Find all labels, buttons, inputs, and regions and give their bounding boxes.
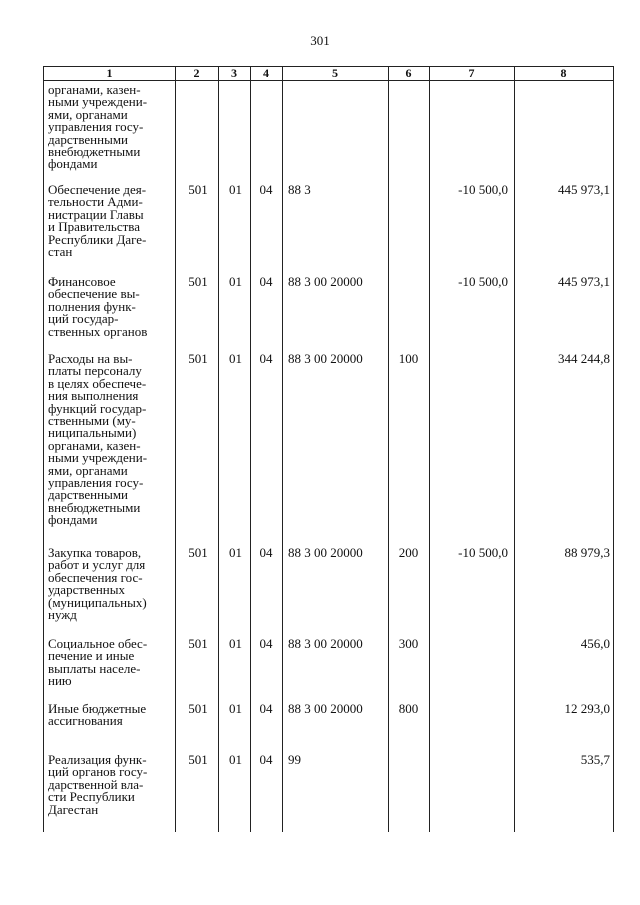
row-name-line: в целях обеспече- bbox=[48, 375, 147, 391]
row-name-line: органами, казен- bbox=[48, 437, 141, 453]
row-name-line: дарственными bbox=[48, 487, 128, 503]
row-name-line: ударственных bbox=[48, 582, 125, 598]
row-name-line: ций государ- bbox=[48, 311, 119, 327]
cell-section: 01 bbox=[229, 636, 242, 651]
header-col-5: 5 bbox=[332, 66, 338, 80]
column-divider bbox=[218, 66, 219, 832]
row-name-line: ями, органами bbox=[48, 462, 128, 478]
row-name-line: ственными (му- bbox=[48, 413, 136, 429]
cell-section: 01 bbox=[229, 545, 242, 560]
row-name-line: платы персоналу bbox=[48, 363, 142, 379]
header-col-1: 1 bbox=[106, 66, 113, 80]
cell-change-amount: -10 500,0 bbox=[458, 545, 508, 560]
row-name-line: Обеспечение дея- bbox=[48, 182, 147, 197]
cell-target-article: 88 3 bbox=[288, 182, 311, 197]
row-name-line: органами, казен- bbox=[48, 82, 141, 97]
cell-subsection: 04 bbox=[259, 701, 273, 716]
cell-subsection: 04 bbox=[259, 545, 273, 560]
row-name bbox=[48, 353, 174, 527]
column-divider bbox=[175, 66, 176, 832]
row-name-line: Республики Даге- bbox=[48, 231, 147, 247]
cell-total-amount: 12 293,0 bbox=[564, 701, 610, 716]
cell-expense-type: 200 bbox=[398, 545, 419, 560]
cell-subsection: 04 bbox=[259, 636, 273, 651]
cell-total-amount: 445 973,1 bbox=[558, 274, 610, 289]
cell-ministry: 501 bbox=[188, 752, 208, 767]
row-name-line: ния выполнения bbox=[48, 388, 139, 404]
cell-target-article: 88 3 00 20000 bbox=[288, 351, 363, 366]
cell-expense-type: 100 bbox=[398, 351, 419, 366]
cell-subsection: 04 bbox=[259, 752, 273, 767]
header-col-7: 7 bbox=[468, 66, 475, 80]
row-name-line: ями, органами bbox=[48, 106, 128, 122]
cell-subsection: 04 bbox=[259, 182, 273, 197]
row-name-line: ниципальными) bbox=[48, 425, 137, 441]
row-name-line: внебюджетными bbox=[48, 144, 141, 160]
cell-total-amount: 344 244,8 bbox=[558, 351, 610, 366]
cell-section: 01 bbox=[229, 182, 242, 197]
row-name-line: Иные бюджетные bbox=[48, 701, 147, 716]
row-name bbox=[48, 84, 174, 171]
row-name-line: фондами bbox=[48, 512, 98, 528]
row-name-line: Финансовое bbox=[48, 274, 116, 289]
cell-change-amount: -10 500,0 bbox=[458, 182, 508, 197]
cell-total-amount: 445 973,1 bbox=[558, 182, 610, 197]
row-name bbox=[48, 638, 174, 688]
cell-section: 01 bbox=[229, 752, 242, 767]
row-name-line: ций органов госу- bbox=[48, 764, 148, 780]
cell-target-article: 88 3 00 20000 bbox=[288, 636, 363, 651]
row-name-line: нию bbox=[48, 673, 72, 689]
column-divider bbox=[429, 66, 430, 832]
row-name-line: Расходы на вы- bbox=[48, 351, 133, 366]
column-divider bbox=[282, 66, 283, 832]
header-col-6: 6 bbox=[405, 66, 412, 80]
header-col-3: 3 bbox=[231, 66, 237, 80]
cell-ministry: 501 bbox=[188, 182, 208, 197]
row-name-line: дарственными bbox=[48, 131, 128, 147]
cell-subsection: 04 bbox=[259, 351, 273, 366]
column-divider bbox=[388, 66, 389, 832]
cell-target-article: 88 3 00 20000 bbox=[288, 545, 363, 560]
header-col-2: 2 bbox=[193, 66, 200, 80]
row-name-line: обеспечение вы- bbox=[48, 286, 140, 302]
cell-target-article: 88 3 00 20000 bbox=[288, 274, 363, 289]
row-name-line: нистрации Главы bbox=[48, 206, 144, 222]
cell-ministry: 501 bbox=[188, 545, 208, 560]
row-name-line: сти Республики bbox=[48, 789, 135, 805]
row-name-line: выплаты населе- bbox=[48, 660, 141, 676]
row-name bbox=[48, 184, 174, 258]
cell-ministry: 501 bbox=[188, 701, 208, 716]
column-divider bbox=[250, 66, 251, 832]
row-name-line: полнения функ- bbox=[48, 298, 136, 314]
cell-expense-type: 300 bbox=[398, 636, 419, 651]
row-name bbox=[48, 547, 174, 621]
row-name-line: ассигнования bbox=[48, 713, 123, 729]
row-name-line: и Правительства bbox=[48, 219, 141, 235]
cell-expense-type: 800 bbox=[398, 701, 419, 716]
header-col-4: 4 bbox=[263, 66, 269, 80]
row-name-line: Реализация функ- bbox=[48, 752, 147, 767]
row-name-line: Дагестан bbox=[48, 801, 99, 817]
header-col-8: 8 bbox=[560, 66, 567, 80]
cell-target-article: 88 3 00 20000 bbox=[288, 701, 363, 716]
cell-total-amount: 535,7 bbox=[580, 752, 610, 767]
column-divider bbox=[514, 66, 515, 832]
row-name-line: ными учреждени- bbox=[48, 450, 148, 466]
cell-section: 01 bbox=[229, 274, 242, 289]
cell-ministry: 501 bbox=[188, 636, 208, 651]
row-name-line: управления госу- bbox=[48, 475, 144, 491]
cell-change-amount: -10 500,0 bbox=[458, 274, 508, 289]
page-number: 301 bbox=[310, 33, 330, 48]
row-name-line: нужд bbox=[48, 607, 77, 623]
row-name-line: функций государ- bbox=[48, 400, 147, 416]
cell-total-amount: 456,0 bbox=[580, 636, 610, 651]
cell-target-article: 99 bbox=[288, 752, 301, 767]
budget-table bbox=[43, 66, 614, 832]
table-header bbox=[44, 66, 613, 81]
row-name bbox=[48, 276, 174, 338]
cell-total-amount: 88 979,3 bbox=[564, 545, 610, 560]
row-name-line: внебюджетными bbox=[48, 499, 141, 515]
cell-section: 01 bbox=[229, 701, 242, 716]
row-name-line: (муниципальных) bbox=[48, 594, 147, 610]
row-name-line: работ и услуг для bbox=[48, 557, 146, 573]
cell-ministry: 501 bbox=[188, 351, 208, 366]
row-name bbox=[48, 754, 174, 816]
cell-subsection: 04 bbox=[259, 274, 273, 289]
row-name-line: печение и иные bbox=[48, 648, 135, 664]
row-name-line: тельности Адми- bbox=[48, 194, 143, 210]
row-name-line: ными учреждени- bbox=[48, 94, 148, 110]
row-name-line: дарственной вла- bbox=[48, 776, 144, 792]
cell-ministry: 501 bbox=[188, 274, 208, 289]
row-name-line: управления госу- bbox=[48, 119, 144, 135]
cell-section: 01 bbox=[229, 351, 242, 366]
row-name-line: обеспечения гос- bbox=[48, 569, 143, 585]
row-name bbox=[48, 703, 174, 728]
row-name-line: Социальное обес- bbox=[48, 636, 148, 651]
row-name-line: Закупка товаров, bbox=[48, 545, 142, 560]
row-name-line: фондами bbox=[48, 156, 98, 172]
row-name-line: стан bbox=[48, 244, 73, 260]
row-name-line: ственных органов bbox=[48, 323, 148, 339]
